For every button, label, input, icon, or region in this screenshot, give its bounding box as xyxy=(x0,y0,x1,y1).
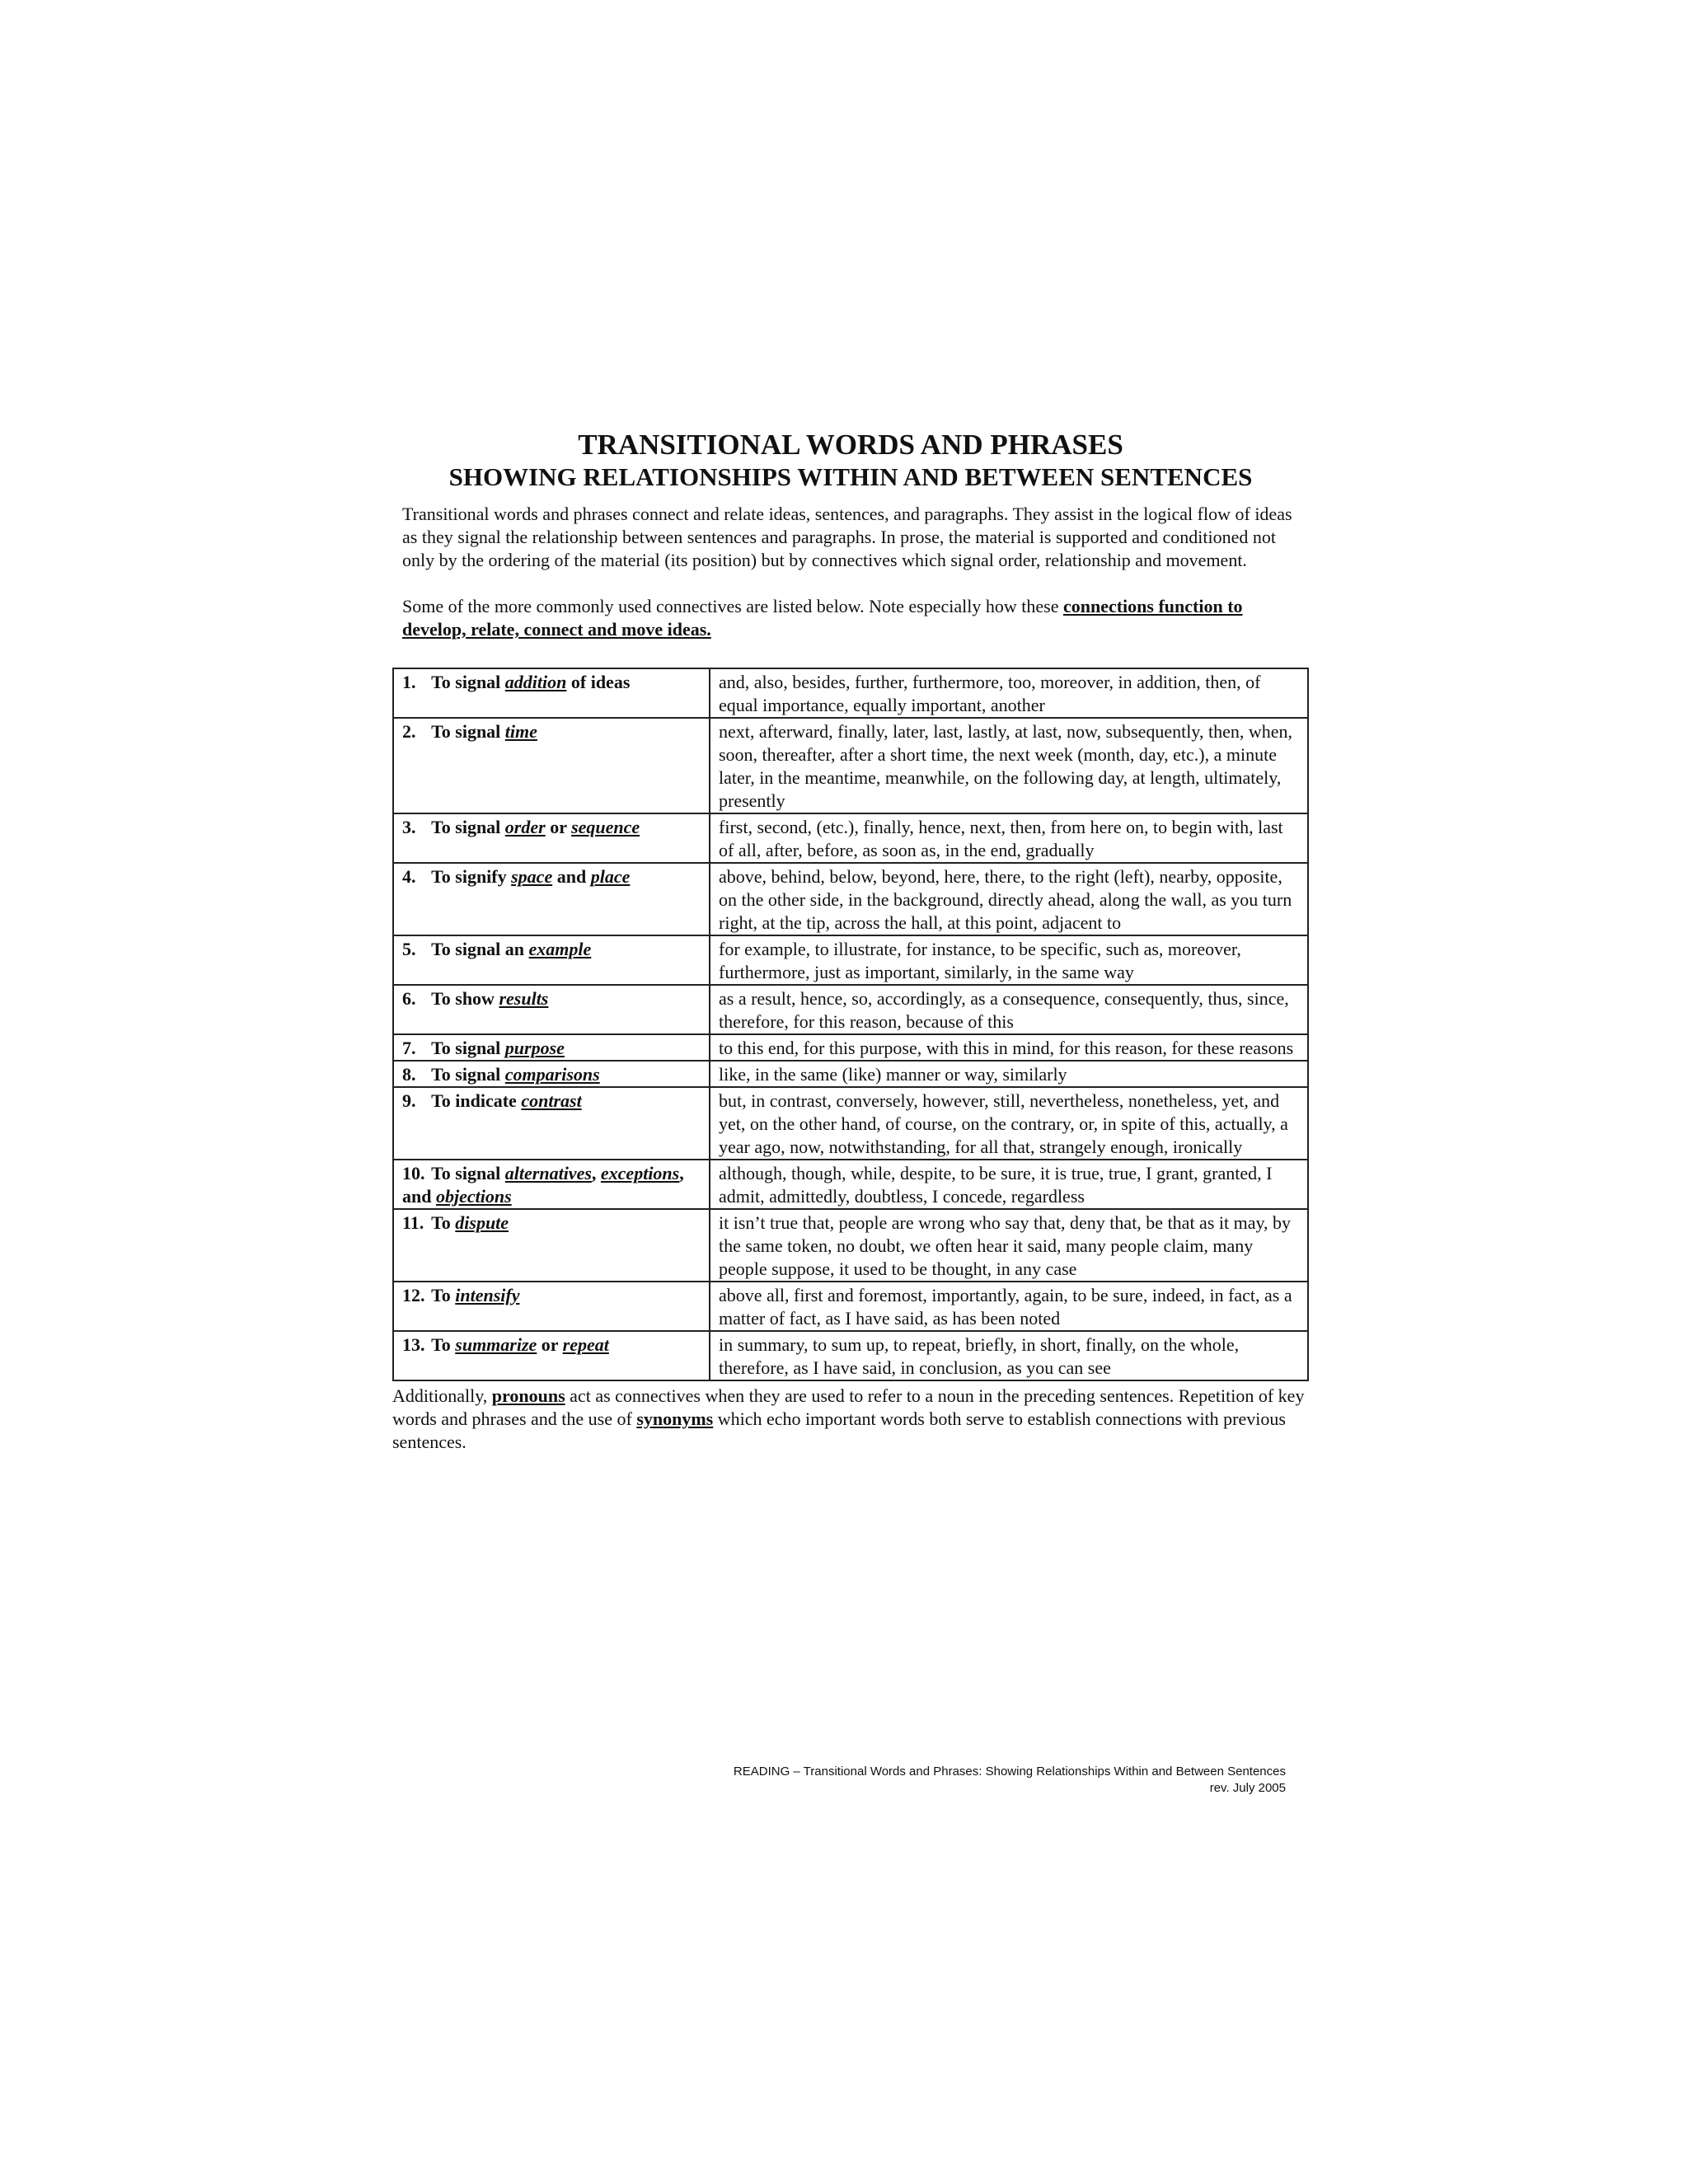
page-footer xyxy=(734,1764,1286,1797)
closing-text-2: act as connectives when they are used to refer to a noun in the preceding sentences. Repetition of key words and phrases and the use of xyxy=(392,1385,1305,1429)
table-row xyxy=(393,1160,1308,1209)
row-number: 12. xyxy=(402,1285,425,1305)
row-label-text: and xyxy=(552,866,591,887)
row-keyword: objections xyxy=(435,1186,512,1207)
row-label-cell xyxy=(393,1087,710,1160)
row-number: 8. xyxy=(402,1064,416,1085)
row-keyword: results xyxy=(499,988,549,1009)
document-page xyxy=(392,429,1309,1454)
connectives-table xyxy=(392,668,1309,1381)
row-label-cell xyxy=(393,668,710,718)
intro-emphasis: connections function to develop, relate, connect and move ideas. xyxy=(402,596,1243,640)
closing-keyword-synonyms: synonyms xyxy=(636,1408,714,1429)
row-label-cell xyxy=(393,863,710,935)
row-label-text: To signal xyxy=(431,721,505,742)
table-row xyxy=(393,668,1308,718)
intro-text: Some of the more commonly used connectives are listed below. Note especially how these xyxy=(402,596,1063,616)
closing-keyword-pronouns: pronouns xyxy=(491,1385,565,1406)
row-number: 5. xyxy=(402,939,416,959)
table-row xyxy=(393,813,1308,863)
row-label-text: of ideas xyxy=(566,672,631,692)
row-keyword: comparisons xyxy=(504,1064,600,1085)
closing-text-3: which echo important words both serve to establish connections with previous sentences. xyxy=(392,1408,1286,1452)
row-keyword: time xyxy=(504,721,537,742)
row-label-text: To indicate xyxy=(431,1090,522,1111)
row-words-cell: and, also, besides, further, furthermore, too, moreover, in addition, then, of equal importance, equally important, another xyxy=(710,668,1308,718)
table-row xyxy=(393,1331,1308,1380)
row-words-cell: but, in contrast, conversely, however, still, nevertheless, nonetheless, yet, and yet, on the other hand, of course, on the contrary, or, in spite of this, actually, a year ago, now, notwithstanding, for all that, strangely enough, ironically xyxy=(710,1087,1308,1160)
row-label-cell xyxy=(393,935,710,985)
row-number: 6. xyxy=(402,988,416,1009)
row-keyword: example xyxy=(528,939,592,959)
row-label-text: or xyxy=(545,817,572,837)
row-label-cell xyxy=(393,1160,710,1209)
row-number: 1. xyxy=(402,672,416,692)
row-label-cell xyxy=(393,718,710,813)
row-label-text: To xyxy=(431,1285,456,1305)
row-words-cell: first, second, (etc.), finally, hence, next, then, from here on, to begin with, last of all, after, before, as soon as, in the end, gradually xyxy=(710,813,1308,863)
row-number: 3. xyxy=(402,817,416,837)
table-row xyxy=(393,985,1308,1034)
footer-line-2: rev. July 2005 xyxy=(1209,1781,1286,1795)
closing-paragraph xyxy=(392,1385,1309,1454)
row-label-cell xyxy=(393,985,710,1034)
row-words-cell: as a result, hence, so, accordingly, as a consequence, consequently, thus, since, therefore, for this reason, because of this xyxy=(710,985,1308,1034)
table-row xyxy=(393,863,1308,935)
table-row xyxy=(393,1282,1308,1331)
row-label-cell xyxy=(393,1331,710,1380)
row-label-text: , and xyxy=(402,1163,684,1207)
table-row xyxy=(393,1061,1308,1087)
row-number: 13. xyxy=(402,1334,425,1355)
closing-text-1: Additionally, xyxy=(392,1385,492,1406)
row-keyword: exceptions xyxy=(600,1163,680,1183)
row-label-text: To signal xyxy=(431,1163,505,1183)
row-number: 10. xyxy=(402,1163,425,1183)
footer-line-1: READING – Transitional Words and Phrases: Showing Relationships Within and Between Sentences xyxy=(733,1765,1286,1779)
row-label-cell xyxy=(393,1034,710,1061)
row-label-text: To signal xyxy=(431,1064,505,1085)
row-label-text: To signal an xyxy=(431,939,529,959)
row-keyword: space xyxy=(511,866,553,887)
row-keyword: sequence xyxy=(571,817,640,837)
page-subtitle: SHOWING RELATIONSHIPS WITHIN AND BETWEEN SENTENCES xyxy=(448,462,1253,491)
row-keyword: place xyxy=(590,866,631,887)
row-label-text: To signal xyxy=(431,672,505,692)
row-label-cell xyxy=(393,1282,710,1331)
row-label-text: To xyxy=(431,1212,456,1233)
row-words-cell: for example, to illustrate, for instance, to be specific, such as, moreover, furthermore, just as important, similarly, in the same way xyxy=(710,935,1308,985)
row-words-cell: although, though, while, despite, to be sure, it is true, true, I grant, granted, I admit, admittedly, doubtless, I concede, regardless xyxy=(710,1160,1308,1209)
intro-paragraph: Transitional words and phrases connect and relate ideas, sentences, and paragraphs. They assist in the logical flow of ideas as they signal the relationship between sentences and paragraphs. In prose, the material is supported and conditioned not only by the ordering of the material (its position) but by connectives which signal order, relationship and movement. xyxy=(402,504,1292,570)
row-words-cell: it isn’t true that, people are wrong who say that, deny that, be that as it may, by the same token, no doubt, we often hear it said, many people claim, many people suppose, it used to be thought, in any case xyxy=(710,1209,1308,1282)
row-words-cell: in summary, to sum up, to repeat, briefly, in short, finally, on the whole, therefore, as I have said, in conclusion, as you can see xyxy=(710,1331,1308,1380)
table-row xyxy=(393,1087,1308,1160)
row-keyword: summarize xyxy=(455,1334,537,1355)
table-row xyxy=(393,935,1308,985)
table-row xyxy=(393,718,1308,813)
row-label-cell xyxy=(393,1061,710,1087)
row-label-cell xyxy=(393,1209,710,1282)
row-keyword: contrast xyxy=(521,1090,582,1111)
row-number: 11. xyxy=(402,1212,424,1233)
row-label-text: , xyxy=(591,1163,601,1183)
row-number: 4. xyxy=(402,866,416,887)
row-label-text: To show xyxy=(431,988,499,1009)
row-number: 7. xyxy=(402,1038,416,1058)
row-keyword: repeat xyxy=(562,1334,609,1355)
row-keyword: purpose xyxy=(504,1038,565,1058)
row-words-cell: above all, first and foremost, importantly, again, to be sure, indeed, in fact, as a matter of fact, as I have said, as has been noted xyxy=(710,1282,1308,1331)
row-label-text: To signal xyxy=(431,817,505,837)
table-row xyxy=(393,1209,1308,1282)
intro-paragraph-2 xyxy=(392,595,1309,641)
row-words-cell: above, behind, below, beyond, here, there, to the right (left), nearby, opposite, on the other side, in the background, directly ahead, along the wall, as you turn right, at the tip, across the hall, at this point, adjacent to xyxy=(710,863,1308,935)
row-number: 9. xyxy=(402,1090,416,1111)
row-keyword: order xyxy=(504,817,546,837)
row-keyword: alternatives xyxy=(504,1163,592,1183)
row-keyword: dispute xyxy=(455,1212,509,1233)
row-words-cell: next, afterward, finally, later, last, lastly, at last, now, subsequently, then, when, soon, thereafter, after a short time, the next week (month, day, etc.), a minute later, in the meantime, meanwhile, on the following day, at length, ultimately, presently xyxy=(710,718,1308,813)
row-words-cell: to this end, for this purpose, with this in mind, for this reason, for these reasons xyxy=(710,1034,1308,1061)
row-label-text: To signify xyxy=(431,866,512,887)
row-words-cell: like, in the same (like) manner or way, similarly xyxy=(710,1061,1308,1087)
row-label-text: To signal xyxy=(431,1038,505,1058)
page-title: TRANSITIONAL WORDS AND PHRASES xyxy=(578,429,1123,461)
row-label-text: or xyxy=(537,1334,563,1355)
table-row xyxy=(393,1034,1308,1061)
row-label-text: To xyxy=(431,1334,456,1355)
row-keyword: addition xyxy=(504,672,567,692)
row-label-cell xyxy=(393,813,710,863)
row-number: 2. xyxy=(402,721,416,742)
row-keyword: intensify xyxy=(455,1285,520,1305)
